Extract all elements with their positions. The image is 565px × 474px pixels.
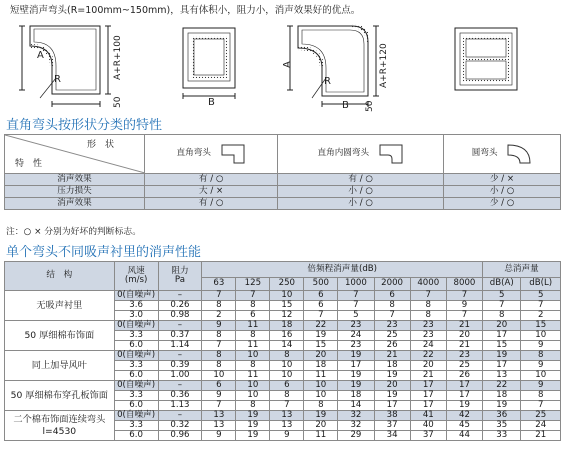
total-cell: 33 — [483, 431, 521, 441]
total-cell: 19 — [483, 401, 521, 411]
value-cell: 14 — [338, 401, 374, 411]
speed-cell: 3.6 — [114, 301, 158, 311]
group-name: 同上加导风叶 — [5, 351, 115, 381]
speed-cell: 6.0 — [114, 371, 158, 381]
speed-cell: 6.0 — [114, 431, 158, 441]
col-inner-round-label: 直角内圆弯头 — [317, 148, 370, 159]
value-cell: 19 — [374, 371, 410, 381]
value-cell: 24 — [338, 331, 374, 341]
value-cell: 20 — [304, 351, 338, 361]
resistance-cell: – — [158, 411, 202, 421]
diagram-1-side: A+R+100 — [113, 35, 123, 80]
corner-top-label: 形 状 — [86, 140, 114, 150]
resistance-cell: 0.98 — [158, 311, 202, 321]
diagram-3-side: A+R+120 — [379, 43, 389, 88]
resistance-cell: – — [158, 381, 202, 391]
diagram-1-r: R — [54, 74, 61, 85]
value-cell: 21 — [410, 371, 446, 381]
value-cell: 26 — [446, 371, 482, 381]
value-cell: 17 — [446, 391, 482, 401]
diagram-drawings — [0, 16, 565, 112]
value-cell: 6 — [304, 301, 338, 311]
speed-cell: 6.0 — [114, 401, 158, 411]
value-cell: 11 — [304, 371, 338, 381]
table-row — [5, 291, 561, 301]
value-cell: 8 — [202, 331, 236, 341]
speed-cell: 6.0 — [114, 341, 158, 351]
value-cell: 6 — [202, 381, 236, 391]
diagram-1 — [19, 26, 111, 107]
cell: 小 / ○ — [278, 186, 444, 198]
table-row — [5, 351, 561, 361]
group-name: 50 厚细棉布饰面 — [5, 321, 115, 351]
hdr-octave: 倍频程消声量(dB) — [202, 262, 483, 278]
value-cell: 19 — [304, 411, 338, 421]
total-cell: 25 — [521, 411, 561, 421]
diagram-2-b: B — [208, 97, 215, 108]
hdr-freq: 250 — [270, 278, 304, 291]
elbow-diagrams — [0, 16, 565, 112]
value-cell: 9 — [202, 391, 236, 401]
row-label: 消声效果 — [5, 174, 145, 186]
diagram-3-fifty: 50 — [365, 100, 375, 112]
value-cell: 8 — [304, 401, 338, 411]
total-cell: 13 — [483, 371, 521, 381]
cell: 有 / ○ — [145, 174, 278, 186]
row-label: 消声效果 — [5, 198, 145, 210]
total-cell: 7 — [521, 401, 561, 411]
value-cell: 21 — [374, 351, 410, 361]
resistance-cell: 0.36 — [158, 391, 202, 401]
total-cell: 17 — [483, 331, 521, 341]
section1-title: 直角弯头按形状分类的特性 — [6, 118, 163, 133]
total-cell: 21 — [521, 431, 561, 441]
total-cell: 10 — [521, 331, 561, 341]
value-cell: 18 — [338, 391, 374, 401]
speed-cell: 3.3 — [114, 331, 158, 341]
value-cell: 18 — [304, 361, 338, 371]
value-cell: 11 — [236, 321, 270, 331]
diagram-3-r: R — [324, 76, 331, 87]
value-cell: 8 — [202, 361, 236, 371]
value-cell: 19 — [446, 401, 482, 411]
resistance-cell: 1.14 — [158, 341, 202, 351]
value-cell: 29 — [338, 431, 374, 441]
value-cell: 23 — [338, 321, 374, 331]
cell: 小 / ○ — [444, 186, 561, 198]
value-cell: 7 — [446, 311, 482, 321]
total-cell: 22 — [483, 381, 521, 391]
value-cell: 18 — [270, 321, 304, 331]
value-cell: 17 — [338, 361, 374, 371]
diagram-3-b: B — [342, 100, 349, 111]
hdr-speed: 风速 (m/s) — [114, 262, 158, 291]
value-cell: 18 — [374, 361, 410, 371]
value-cell: 17 — [410, 401, 446, 411]
total-cell: 9 — [521, 341, 561, 351]
cell: 少 / ○ — [444, 198, 561, 210]
value-cell: 5 — [338, 311, 374, 321]
resistance-cell: 0.32 — [158, 421, 202, 431]
table1-note: 注：○ × 分别为好坏的判断标志。 — [6, 227, 141, 237]
diagram-1-fifty: 50 — [113, 96, 123, 108]
row-effect-1 — [5, 174, 561, 186]
value-cell: 44 — [446, 431, 482, 441]
total-cell: 9 — [521, 361, 561, 371]
value-cell: 8 — [236, 301, 270, 311]
value-cell: 13 — [270, 411, 304, 421]
resistance-cell: 0.26 — [158, 301, 202, 311]
value-cell: 34 — [374, 431, 410, 441]
hdr-freq: 500 — [304, 278, 338, 291]
value-cell: 24 — [410, 341, 446, 351]
value-cell: 13 — [202, 421, 236, 431]
intro-text: 短壁消声弯头(R=100mm~150mm)，具有体积小，阻力小，消声效果好的优点。 — [10, 5, 361, 16]
value-cell: 19 — [236, 421, 270, 431]
value-cell: 8 — [410, 301, 446, 311]
value-cell: 41 — [410, 411, 446, 421]
hdr-freq: 8000 — [446, 278, 482, 291]
cell: 小 / ○ — [278, 198, 444, 210]
total-cell: 8 — [521, 351, 561, 361]
value-cell: 9 — [270, 431, 304, 441]
cell: 少 / × — [444, 174, 561, 186]
table-row — [5, 381, 561, 391]
group-name: 无吸声衬里 — [5, 291, 115, 321]
value-cell: 32 — [338, 421, 374, 431]
speed-cell: 0(自噪声) — [114, 381, 158, 391]
total-cell: 24 — [521, 421, 561, 431]
row-effect-2 — [5, 198, 561, 210]
value-cell: 10 — [270, 361, 304, 371]
value-cell: 21 — [446, 321, 482, 331]
total-cell: 20 — [483, 321, 521, 331]
value-cell: 8 — [270, 391, 304, 401]
value-cell: 10 — [236, 391, 270, 401]
value-cell: 11 — [236, 341, 270, 351]
value-cell: 7 — [338, 291, 374, 301]
value-cell: 45 — [446, 421, 482, 431]
hdr-freq: 4000 — [410, 278, 446, 291]
diagram-1-a: A — [37, 50, 44, 61]
value-cell: 19 — [374, 391, 410, 401]
col-round — [444, 135, 561, 174]
value-cell: 8 — [374, 301, 410, 311]
hdr-freq: 125 — [236, 278, 270, 291]
value-cell: 7 — [304, 311, 338, 321]
hdr-freq: 2000 — [374, 278, 410, 291]
section2-title: 单个弯头不同吸声衬里的消声性能 — [6, 245, 202, 260]
value-cell: 20 — [410, 361, 446, 371]
corner-cell — [5, 135, 145, 174]
table-row — [5, 321, 561, 331]
right-angle-shape-icon — [220, 143, 246, 165]
value-cell: 7 — [374, 311, 410, 321]
diagram-3 — [287, 26, 379, 107]
hdr-freq: 63 — [202, 278, 236, 291]
value-cell: 25 — [374, 331, 410, 341]
value-cell: 15 — [304, 341, 338, 351]
resistance-cell: – — [158, 351, 202, 361]
value-cell: 37 — [410, 431, 446, 441]
value-cell: 20 — [446, 331, 482, 341]
table-row — [5, 411, 561, 421]
value-cell: 23 — [410, 321, 446, 331]
diagram-4 — [455, 28, 517, 90]
value-cell: 10 — [304, 391, 338, 401]
value-cell: 13 — [270, 421, 304, 431]
value-cell: 12 — [270, 311, 304, 321]
value-cell: 37 — [374, 421, 410, 431]
header-row-1 — [5, 262, 561, 278]
resistance-cell: 0.37 — [158, 331, 202, 341]
round-elbow-shape-icon — [506, 143, 532, 165]
value-cell: 11 — [236, 371, 270, 381]
hdr-structure: 结 构 — [5, 262, 115, 291]
lining-performance-table — [4, 261, 561, 441]
value-cell: 7 — [202, 401, 236, 411]
shape-characteristics-table — [4, 134, 561, 210]
total-cell: 15 — [483, 341, 521, 351]
total-cell: 15 — [521, 321, 561, 331]
value-cell: 17 — [410, 381, 446, 391]
resistance-cell: 1.00 — [158, 371, 202, 381]
col-inner-round — [278, 135, 444, 174]
value-cell: 13 — [202, 411, 236, 421]
total-cell: 5 — [483, 291, 521, 301]
value-cell: 7 — [338, 301, 374, 311]
value-cell: 19 — [338, 381, 374, 391]
value-cell: 8 — [270, 351, 304, 361]
value-cell: 7 — [202, 341, 236, 351]
value-cell: 10 — [270, 371, 304, 381]
inner-round-shape-icon — [378, 143, 404, 165]
value-cell: 8 — [236, 331, 270, 341]
value-cell: 17 — [446, 381, 482, 391]
value-cell: 19 — [338, 371, 374, 381]
value-cell: 19 — [304, 331, 338, 341]
value-cell: 38 — [374, 411, 410, 421]
value-cell: 42 — [446, 411, 482, 421]
speed-cell: 0(自噪声) — [114, 321, 158, 331]
group-name: 二个棉布饰面连续弯头 l=4530 — [5, 411, 115, 441]
total-cell: 8 — [483, 311, 521, 321]
value-cell: 9 — [202, 321, 236, 331]
value-cell: 32 — [338, 411, 374, 421]
value-cell: 7 — [410, 291, 446, 301]
speed-cell: 3.3 — [114, 421, 158, 431]
value-cell: 19 — [236, 431, 270, 441]
value-cell: 17 — [374, 401, 410, 411]
value-cell: 10 — [304, 381, 338, 391]
hdr-total-unit: dB(L) — [521, 278, 561, 291]
value-cell: 10 — [236, 351, 270, 361]
value-cell: 23 — [338, 341, 374, 351]
value-cell: 7 — [446, 291, 482, 301]
cell: 大 / × — [145, 186, 278, 198]
value-cell: 21 — [446, 341, 482, 351]
value-cell: 10 — [202, 371, 236, 381]
hdr-total-unit: dB(A) — [483, 278, 521, 291]
group-name: 50 厚细棉布穿孔板饰面 — [5, 381, 115, 411]
value-cell: 16 — [270, 331, 304, 341]
resistance-cell: 0.39 — [158, 361, 202, 371]
value-cell: 26 — [374, 341, 410, 351]
value-cell: 17 — [410, 391, 446, 401]
resistance-cell: – — [158, 291, 202, 301]
hdr-freq: 1000 — [338, 278, 374, 291]
total-cell: 8 — [521, 391, 561, 401]
diagram-3-a: A — [282, 61, 293, 68]
col-right-angle — [145, 135, 278, 174]
resistance-cell: – — [158, 321, 202, 331]
value-cell: 8 — [410, 311, 446, 321]
total-cell: 7 — [521, 301, 561, 311]
row-label: 压力损失 — [5, 186, 145, 198]
value-cell: 9 — [202, 431, 236, 441]
value-cell: 20 — [304, 421, 338, 431]
value-cell: 11 — [304, 431, 338, 441]
value-cell: 22 — [410, 351, 446, 361]
speed-cell: 3.0 — [114, 311, 158, 321]
value-cell: 7 — [202, 291, 236, 301]
hdr-resistance: 阻力 Pa — [158, 262, 202, 291]
value-cell: 8 — [236, 401, 270, 411]
value-cell: 25 — [446, 361, 482, 371]
value-cell: 23 — [374, 321, 410, 331]
value-cell: 8 — [202, 301, 236, 311]
col-right-angle-label: 直角弯头 — [176, 148, 211, 159]
total-cell: 2 — [521, 311, 561, 321]
value-cell: 7 — [236, 291, 270, 301]
total-cell: 17 — [483, 361, 521, 371]
total-cell: 10 — [521, 371, 561, 381]
value-cell: 6 — [374, 291, 410, 301]
value-cell: 2 — [202, 311, 236, 321]
total-cell: 19 — [483, 351, 521, 361]
col-round-label: 圆弯头 — [471, 148, 498, 159]
value-cell: 40 — [410, 421, 446, 431]
value-cell: 10 — [270, 291, 304, 301]
hdr-total: 总消声量 — [483, 262, 561, 278]
value-cell: 6 — [236, 311, 270, 321]
value-cell: 10 — [236, 381, 270, 391]
speed-cell: 3.3 — [114, 361, 158, 371]
total-cell: 35 — [483, 421, 521, 431]
speed-cell: 0(自噪声) — [114, 351, 158, 361]
value-cell: 6 — [304, 291, 338, 301]
speed-cell: 0(自噪声) — [114, 291, 158, 301]
value-cell: 8 — [236, 361, 270, 371]
speed-cell: 0(自噪声) — [114, 411, 158, 421]
value-cell: 14 — [270, 341, 304, 351]
resistance-cell: 1.13 — [158, 401, 202, 411]
value-cell: 23 — [446, 351, 482, 361]
value-cell: 20 — [374, 381, 410, 391]
value-cell: 8 — [202, 351, 236, 361]
total-cell: 5 — [521, 291, 561, 301]
cell: 有 / ○ — [278, 174, 444, 186]
row-pressure-loss — [5, 186, 561, 198]
cell: 有 / ○ — [145, 198, 278, 210]
value-cell: 19 — [236, 411, 270, 421]
diagram-2 — [183, 28, 235, 99]
value-cell: 7 — [270, 401, 304, 411]
value-cell: 19 — [338, 351, 374, 361]
value-cell: 9 — [446, 301, 482, 311]
corner-bottom-label: 特 性 — [15, 158, 43, 169]
total-cell: 9 — [521, 381, 561, 391]
value-cell: 6 — [270, 381, 304, 391]
speed-cell: 3.3 — [114, 391, 158, 401]
value-cell: 23 — [410, 331, 446, 341]
value-cell: 15 — [270, 301, 304, 311]
value-cell: 22 — [304, 321, 338, 331]
total-cell: 36 — [483, 411, 521, 421]
total-cell: 18 — [483, 391, 521, 401]
resistance-cell: 0.96 — [158, 431, 202, 441]
total-cell: 7 — [483, 301, 521, 311]
